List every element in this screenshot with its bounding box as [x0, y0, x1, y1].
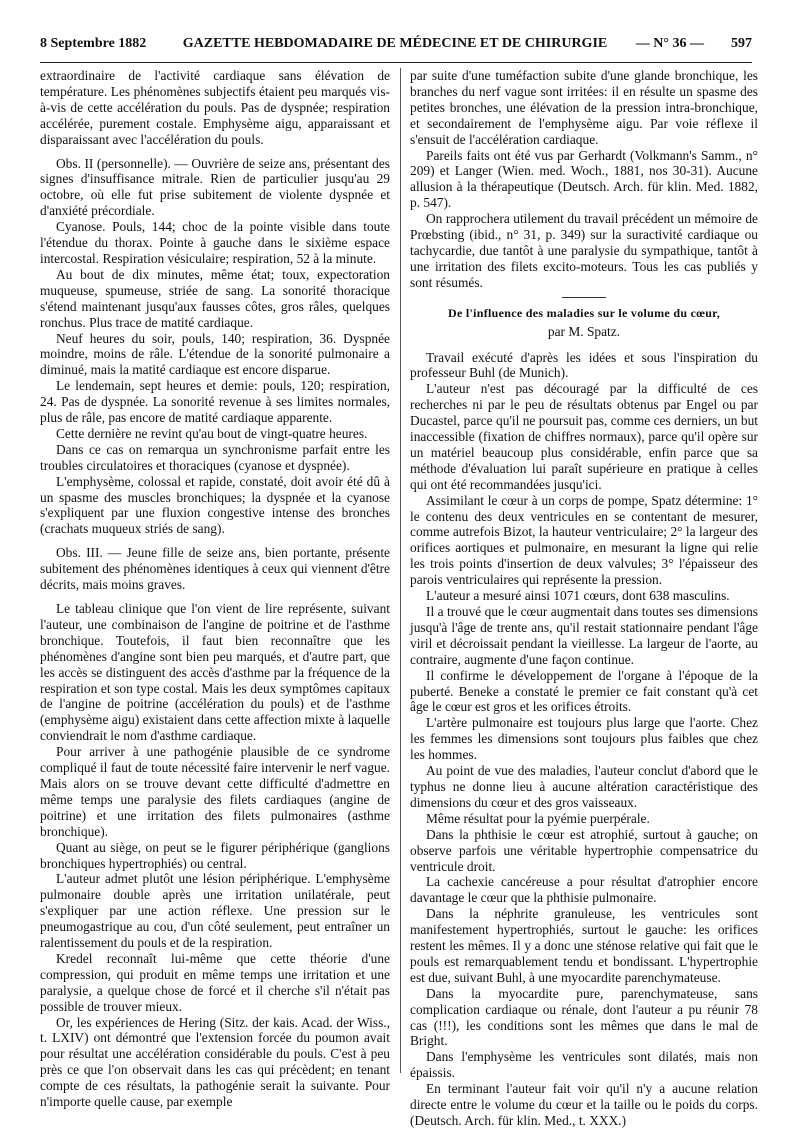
- paragraph: Le lendemain, sept heures et demie: pouls, 120; respiration, 24. Pas de dyspnée. La sonorité revenue à ses limites normales, plus de râle, pas encore de matité cardiaque apparente.: [40, 378, 390, 426]
- paragraph-obs-3: Obs. III. — Jeune fille de seize ans, bien portante, présente subitement des phénomènes identiques à ceux qui viennent d'être décrits, mais moins graves.: [40, 545, 390, 593]
- paragraph: Dans l'emphysème les ventricules sont dilatés, mais non épaissis.: [410, 1049, 758, 1081]
- paragraph: Le tableau clinique que l'on vient de lire représente, suivant l'auteur, une combinaison de l'angine de poitrine et de l'asthme bronchique. Toutefois, il faut bien reconnaître que les phénomènes d'angine sont bien peu marqués, et d'autre part, que les accès se distinguent des accès d'asthme par la fréquence de la respiration et son type costal. Mais les deux symptômes capitaux de l'angine de poitrine (accélération du pouls) et de l'asthme (emphysème aigu) existaient dans cette affection mixte à laquelle conviendrait le nom d'asthme cardiaque.: [40, 601, 391, 744]
- right-column: [410, 68, 758, 1128]
- section-separator: [562, 297, 606, 298]
- paragraph: Cyanose. Pouls, 144; choc de la pointe visible dans toute l'étendue du thorax. Pointe à gauche dans le sixième espace intercostal. Respiration vésiculaire; respiration, 52 à la minute.: [40, 219, 390, 266]
- paragraph: Cette dernière ne revint qu'au bout de vingt-quatre heures.: [56, 425, 368, 441]
- paragraph: Pour arriver à une pathogénie plausible de ce syndrome compliqué il faut de toute nécessité faire intervenir le nerf vague. Mais alors on se trouve devant cette difficulté d'admettre en même temps une paralysie des filets cardiaques (angine de poitrine) et une irritation des filets pulmonaires (asthme bronchique).: [40, 744, 390, 839]
- header-issue-number: — N° 36 —: [635, 36, 704, 51]
- header-date: 8 Septembre 1882: [40, 36, 147, 51]
- paragraph: L'auteur a mesuré ainsi 1071 cœurs, dont 638 masculins.: [426, 588, 730, 604]
- paragraph: L'auteur n'est pas découragé par la difficulté de ces recherches ni par le peu de résultats obtenus par Engel ou par Ducastel, parce qu'il ne poursuit pas, comme ces derniers, un but inaccessible (fixation de chiffres normaux), parce qu'il opère sur un matériel beaucoup plus considérable, enfin parce que sa méthode d'évaluation lui paraît supérieure en pratique à celles qui ont été recommandées jusqu'ici.: [410, 381, 758, 492]
- header-rule: [40, 62, 752, 63]
- article-title: De l'influence des maladies sur le volume du cœur,: [447, 305, 720, 320]
- paragraph: Dans la néphrite granuleuse, les ventricules sont manifestement hypertrophiés, surtout le gauche: les orifices restent les mêmes. Il y a donc une sténose relative qui fait que le pouls est remarquablement tendu et bondissant. L'hypertrophie est due, suivant Buhl, à une myocardite parenchymateuse.: [410, 906, 758, 985]
- running-header: [40, 36, 752, 58]
- paragraph: La cachexie cancéreuse a pour résultat d'atrophier encore davantage le cœur que la phthisie pulmonaire.: [410, 874, 758, 906]
- paragraph: Au bout de dix minutes, même état; toux, expectoration muqueuse, spumeuse, striée de sang. La sonorité thoracique s'étend maintenant jusqu'aux fausses côtes, gros râles, quelques ronchus. Plus trace de matité cardiaque.: [40, 266, 390, 330]
- paragraph: L'auteur admet plutôt une lésion périphérique. L'emphysème pulmonaire double après une irritation unilatérale, peut s'expliquer par une action réflexe. Une pression sur le pneumogastrique au cou, d'un côté seulement, peut entraîner un ralentissement du pouls et de la respiration.: [40, 871, 390, 951]
- paragraph: Pareils faits ont été vus par Gerhardt (Volkmann's Samm., n° 209) et Langer (Wien. med. Woch., 1881, nos 30-31). Aucune allusion à la thérapeutique (Deutsch. Arch. für klin. Med. 1882, p. 547).: [410, 147, 758, 211]
- paragraph: Il confirme le développement de l'organe à l'époque de la puberté. Beneke a constaté le premier ce fait constant qu'à cet âge le cœur est gros et les orifices étroits.: [410, 667, 758, 715]
- paragraph: Assimilant le cœur à un corps de pompe, Spatz détermine: 1° le contenu des deux ventricules en se contentant de mesurer, comme autrefois Bizot, la hauteur ventriculaire; 2° la largeur des orifices aortiques et pulmonaire, en mesurant la ligne qui relie les trois points d'insertion de deux valvules; 3° l'épaisseur des parois ventriculaires qui représente la pression.: [410, 492, 758, 588]
- column-divider: [400, 68, 401, 1073]
- paragraph: Neuf heures du soir, pouls, 140; respiration, 36. Dyspnée moindre, moins de râle. L'étendue de la sonorité pulmonaire a diminué, mais la matité cardiaque est encore disparue.: [40, 330, 390, 378]
- header-journal-title: GAZETTE HEBDOMADAIRE DE MÉDECINE ET DE CHIRURGIE: [182, 36, 608, 51]
- left-column: [40, 68, 391, 1110]
- paragraph: Il a trouvé que le cœur augmentait dans toutes ses dimensions jusqu'à l'âge de trente ans, qu'il restait stationnaire pendant l'âge viril et décroissait pendant la vieillesse. La largeur de l'aorte, au contraire, augmente d'une façon continue.: [410, 604, 758, 667]
- paragraph: Travail exécuté d'après les idées et sous l'inspiration du professeur Buhl (de Munich).: [410, 349, 758, 381]
- paragraph: L'emphysème, colossal et rapide, constaté, doit avoir été dû à un spasme des muscles bronchiques; la dyspnée et la cyanose s'expliquent par une fluxion congestive intense des bronches (crachats muqueux striés de sang).: [40, 473, 390, 537]
- paragraph: Au point de vue des maladies, l'auteur conclut d'abord que le typhus ne donne lieu à aucune altération caractéristique des dimensions du cœur et des gros vaisseaux.: [410, 763, 758, 810]
- paragraph: par suite d'une tuméfaction subite d'une glande bronchique, les branches du nerf vague sont irritées: il en résulte un spasme des petites bronches, une élévation de la pression intra-bronchique, et secondairement de l'emphysème aigu. Par voie réflexe il s'ensuit de l'accélération cardiaque.: [410, 68, 758, 147]
- paragraph: Kredel reconnaît lui-même que cette théorie d'une compression, qui produit en même temps une irritation et une paralysie, a quelque chose de forcé et il cherche s'il n'était pas possible de trouver mieux.: [40, 950, 390, 1014]
- paragraph: Or, les expériences de Hering (Sitz. der kais. Acad. der Wiss., t. LXIV) ont démontré que l'extension forcée du poumon avait pour résultat une accélération considérable du pouls. C'est à peu près ce que l'on observait dans les cas qui précèdent; en tenant compte de ces résultats, la pathogénie serait la suivante. Pour n'importe quelle cause, par exemple: [40, 1014, 390, 1110]
- paragraph: L'artère pulmonaire est toujours plus large que l'aorte. Chez les femmes les dimensions sont toujours plus faibles que chez les hommes.: [410, 715, 758, 763]
- paragraph: Même résultat pour la pyémie puerpérale.: [426, 810, 650, 826]
- paragraph: Dans ce cas on remarqua un synchronisme parfait entre les troubles circulatoires et thoraciques (cyanose et dyspnée).: [40, 441, 390, 473]
- paragraph: En terminant l'auteur fait voir qu'il n'y a aucune relation directe entre le volume du cœur et la taille ou le poids du corps. (Deutsch. Arch. für klin. Med., t. XXX.): [410, 1081, 758, 1128]
- paragraph: On rapprochera utilement du travail précédent un mémoire de Prœbsting (ibid., n° 31, p. 349) sur la suractivité cardiaque ou tachycardie, due tantôt à une paralysie du sympathique, tantôt à une irritation des filets excito-moteurs. Tous les cas publiés y sont résumés.: [410, 211, 758, 290]
- paragraph: Dans la phthisie le cœur est atrophié, surtout à gauche; on observe parfois une véritable hypertrophie compensatrice du ventricule droit.: [410, 826, 758, 874]
- paragraph: extraordinaire de l'activité cardiaque sans élévation de température. Les phénomènes subjectifs étaient peu marqués vis-à-vis de cette accélération du pouls. Pas de dyspnée; respiration accélérée, purement costale. Emphysème aigu, apparaissant et disparaissant avec l'accélération du pouls.: [40, 68, 390, 147]
- article-author: par M. Spatz.: [547, 323, 621, 339]
- paragraph: Dans la myocardite pure, parenchymateuse, sans complication cardiaque ou rénale, dont l'auteur a pu réunir 78 cas (!!!), les conditions sont les mêmes que dans le mal de Bright.: [410, 985, 758, 1049]
- paragraph: Quant au siège, on peut se le figurer périphérique (ganglions bronchiques hypertrophiés) ou central.: [40, 839, 390, 871]
- header-page-number: 597: [731, 36, 752, 51]
- paragraph-obs-2: Obs. II (personnelle). — Ouvrière de seize ans, présentant des signes d'insuffisance mitrale. Rien de particulier jusqu'au 29 octobre, où elle fut prise subitement de violente dyspnée et d'anxiété précordiale.: [40, 155, 390, 219]
